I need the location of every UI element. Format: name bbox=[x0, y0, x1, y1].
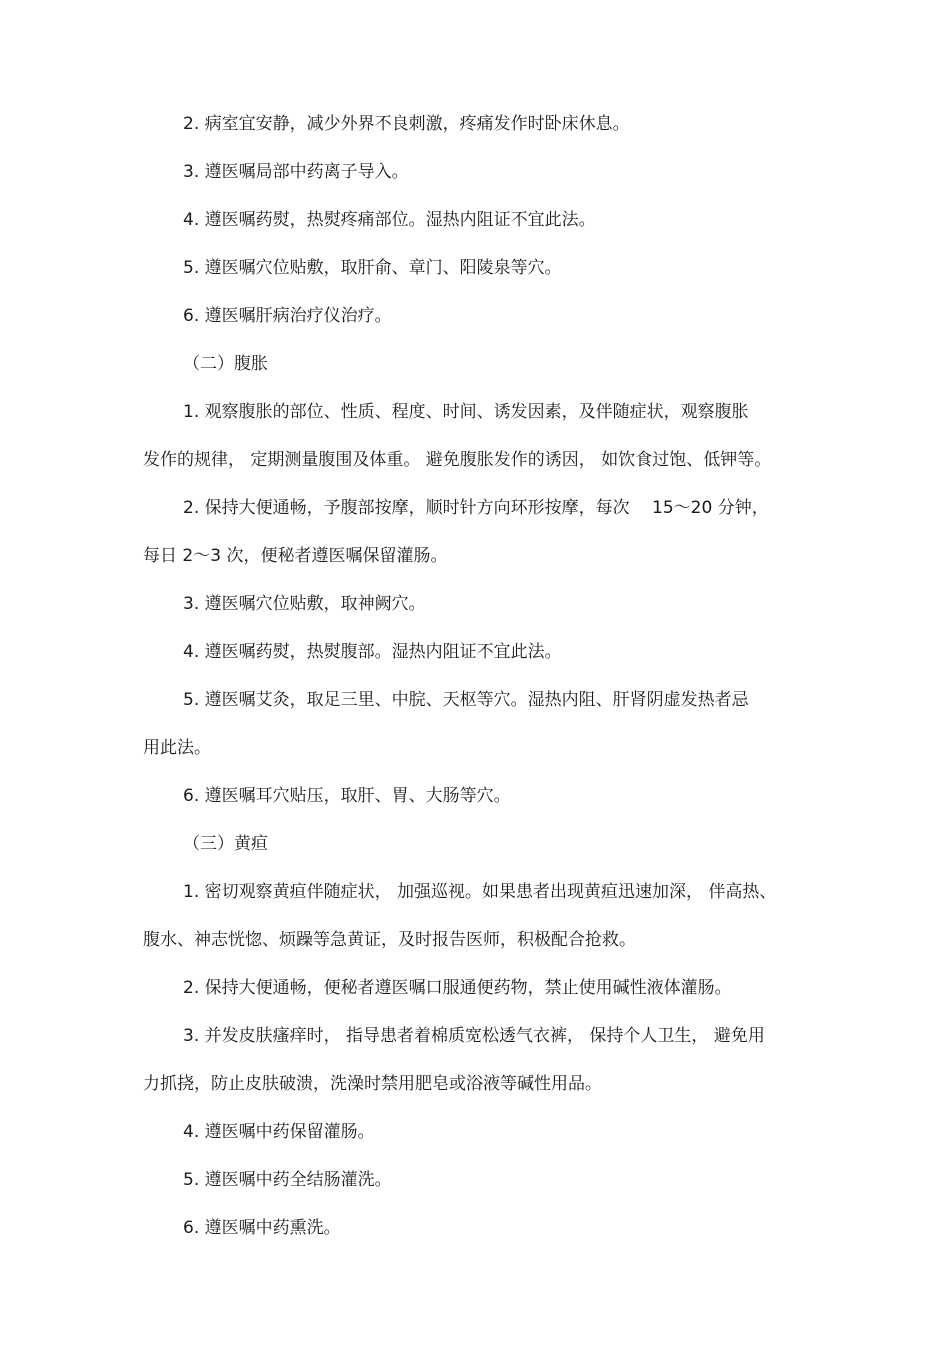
text-line: 5. 遵医嘱中药全结肠灌洗。 bbox=[183, 1170, 392, 1190]
text-line: 2. 保持大便通畅，便秘者遵医嘱口服通便药物，禁止使用碱性液体灌肠。 bbox=[183, 978, 732, 998]
text-line: 3. 遵医嘱穴位贴敷，取神阙穴。 bbox=[183, 594, 426, 614]
text-line: 4. 遵医嘱药熨，热熨腹部。湿热内阻证不宜此法。 bbox=[183, 642, 562, 662]
text-line: 6. 遵医嘱肝病治疗仪治疗。 bbox=[183, 306, 392, 326]
text-line: 4. 遵医嘱中药保留灌肠。 bbox=[183, 1122, 375, 1142]
text-line: 每日 2～3 次，便秘者遵医嘱保留灌肠。 bbox=[143, 546, 448, 566]
text-line: 1. 观察腹胀的部位、性质、程度、时间、诱发因素，及伴随症状，观察腹胀 bbox=[183, 402, 749, 422]
text-line: 4. 遵医嘱药熨，热熨疼痛部位。湿热内阻证不宜此法。 bbox=[183, 210, 596, 230]
text-line: 5. 遵医嘱艾灸，取足三里、中脘、天枢等穴。湿热内阻、肝肾阴虚发热者忌 bbox=[183, 690, 749, 710]
text-line: 腹水、神志恍惚、烦躁等急黄证，及时报告医师，积极配合抢救。 bbox=[143, 930, 636, 950]
text-line: 2. 病室宜安静，减少外界不良刺激，疼痛发作时卧床休息。 bbox=[183, 114, 630, 134]
text-line: 6. 遵医嘱中药熏洗。 bbox=[183, 1218, 341, 1238]
text-line: 3. 并发皮肤瘙痒时， 指导患者着棉质宽松透气衣裤， 保持个人卫生， 避免用 bbox=[183, 1026, 765, 1046]
text-line: 1. 密切观察黄疸伴随症状， 加强巡视。如果患者出现黄疸迅速加深， 伴高热、 bbox=[183, 882, 777, 902]
text-line: 力抓挠，防止皮肤破溃，洗澡时禁用肥皂或浴液等碱性用品。 bbox=[143, 1074, 602, 1094]
text-line: 5. 遵医嘱穴位贴敷，取肝俞、章门、阳陵泉等穴。 bbox=[183, 258, 562, 278]
text-line: 2. 保持大便通畅，予腹部按摩，顺时针方向环形按摩，每次 15～20 分钟， bbox=[183, 498, 769, 518]
text-line: 6. 遵医嘱耳穴贴压，取肝、胃、大肠等穴。 bbox=[183, 786, 511, 806]
section-heading: （二）腹胀 bbox=[183, 354, 268, 374]
text-line: 3. 遵医嘱局部中药离子导入。 bbox=[183, 162, 409, 182]
text-line: 用此法。 bbox=[143, 738, 211, 758]
section-heading: （三）黄疸 bbox=[183, 834, 268, 854]
text-line: 发作的规律， 定期测量腹围及体重。 避免腹胀发作的诱因， 如饮食过饱、低钾等。 bbox=[143, 450, 772, 470]
